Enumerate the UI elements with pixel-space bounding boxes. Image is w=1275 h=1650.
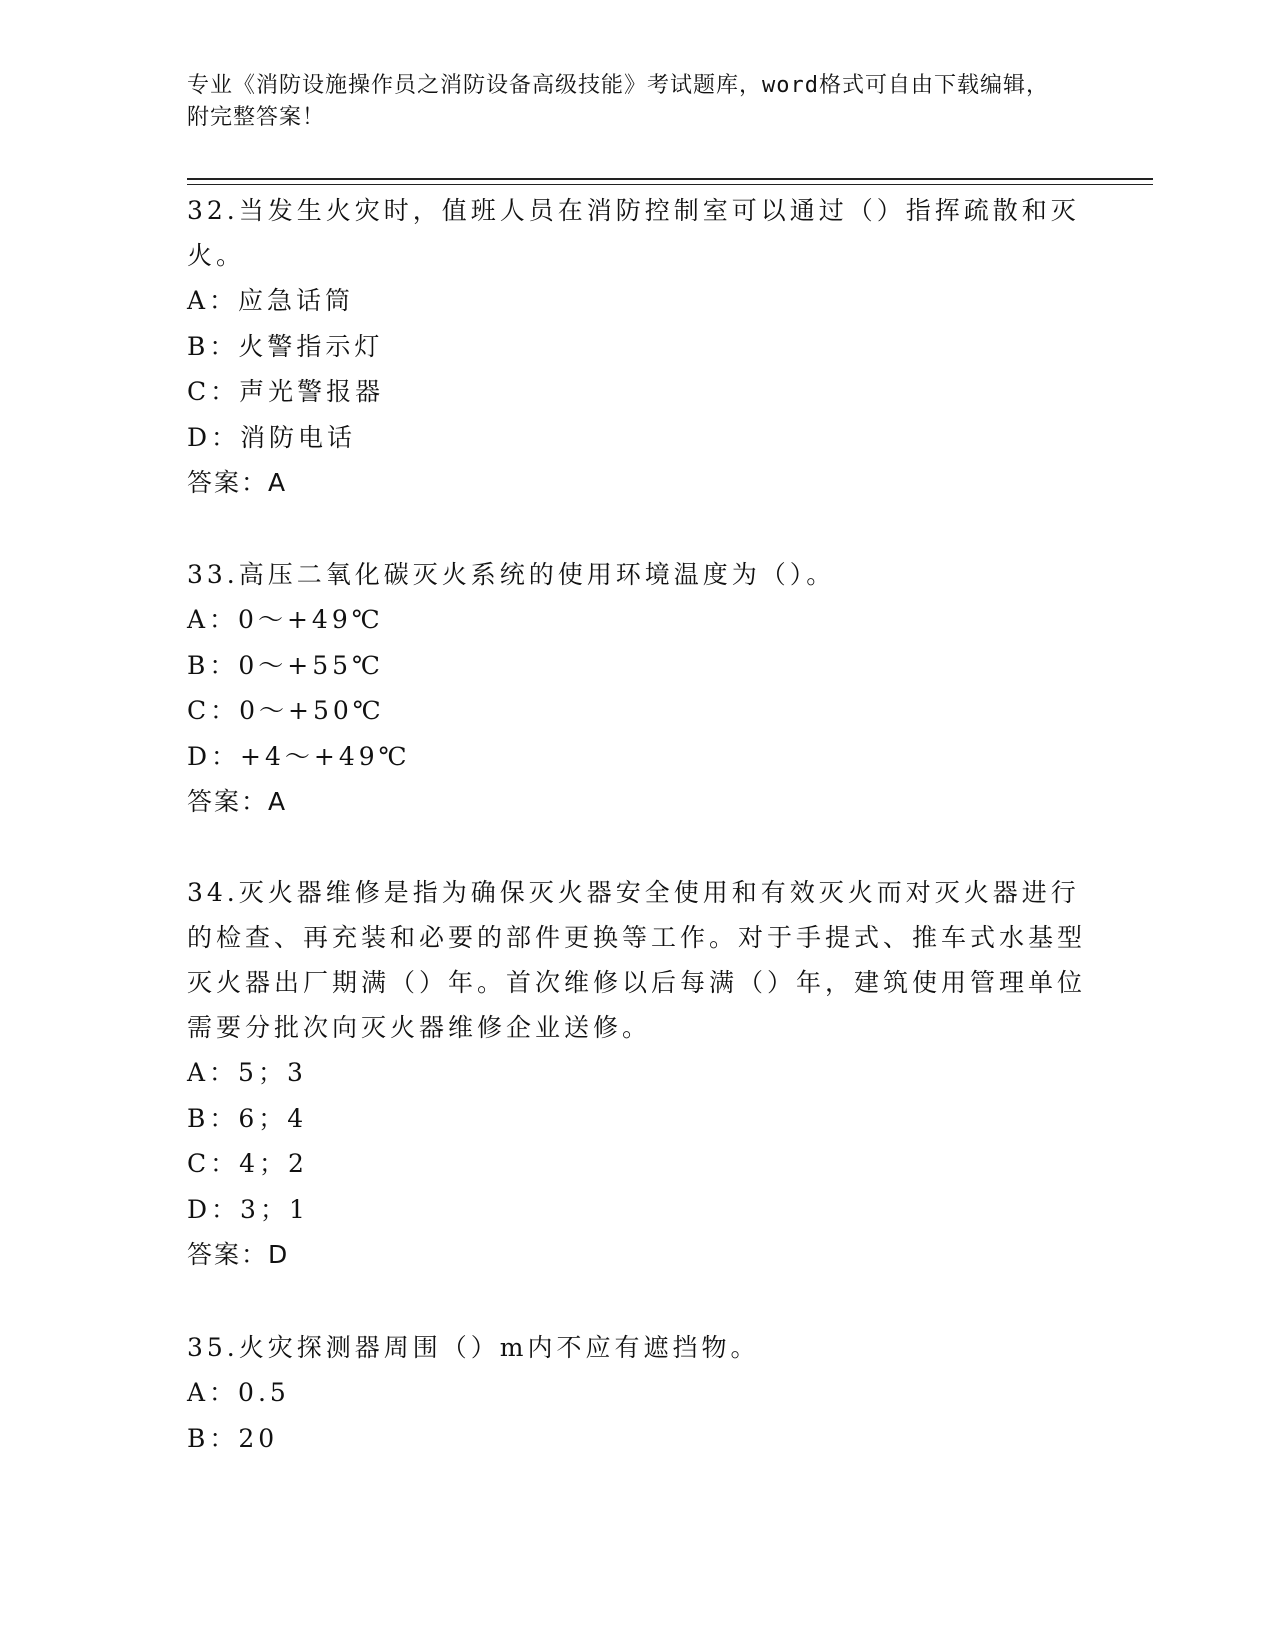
option-b: B：6；4 — [187, 1103, 308, 1133]
answer: 答案：A — [187, 787, 288, 816]
header-divider-thin — [187, 184, 1153, 185]
option-a: A：0～+49℃ — [187, 605, 384, 634]
question-stem: 35.火灾探测器周围（）m内不应有遮挡物。 — [187, 1333, 760, 1362]
option-c: C：4；2 — [187, 1149, 308, 1178]
question-34 — [187, 870, 1087, 1277]
question-33 — [187, 552, 1087, 824]
option-a: A：0.5 — [187, 1378, 290, 1407]
question-32 — [187, 188, 1087, 505]
option-d: D：3；1 — [187, 1194, 309, 1224]
option-a: A：应急话筒 — [187, 286, 355, 315]
document-header: 专业《消防设施操作员之消防设备高级技能》考试题库，word格式可自由下载编辑，附完整答案！ — [187, 73, 1049, 130]
question-stem: 34.灭火器维修是指为确保灭火器安全使用和有效灭火而对灭火器进行的检查、再充装和必要的部件更换等工作。对于手提式、推车式水基型灭火器出厂期满（）年。首次维修以后每满（）年，建筑使用管理单位需要分批次向灭火器维修企业送修。 — [187, 878, 1087, 1042]
answer: 答案：A — [187, 468, 288, 497]
option-d: D：+4～+49℃ — [187, 741, 411, 771]
option-c: C：声光警报器 — [187, 377, 385, 406]
question-35 — [187, 1325, 1087, 1461]
option-d: D：消防电话 — [187, 422, 357, 452]
question-stem: 33.高压二氧化碳灭火系统的使用环境温度为（）。 — [187, 560, 836, 589]
option-b: B：0～+55℃ — [187, 650, 385, 680]
question-stem: 32.当发生火灾时，值班人员在消防控制室可以通过（）指挥疏散和灭火。 — [187, 196, 1080, 270]
option-a: A：5；3 — [187, 1058, 307, 1087]
header-divider-thick — [187, 178, 1153, 180]
option-c: C：0～+50℃ — [187, 696, 385, 725]
answer: 答案：D — [187, 1240, 290, 1269]
option-b: B：火警指示灯 — [187, 331, 384, 361]
option-b: B：20 — [187, 1423, 279, 1453]
